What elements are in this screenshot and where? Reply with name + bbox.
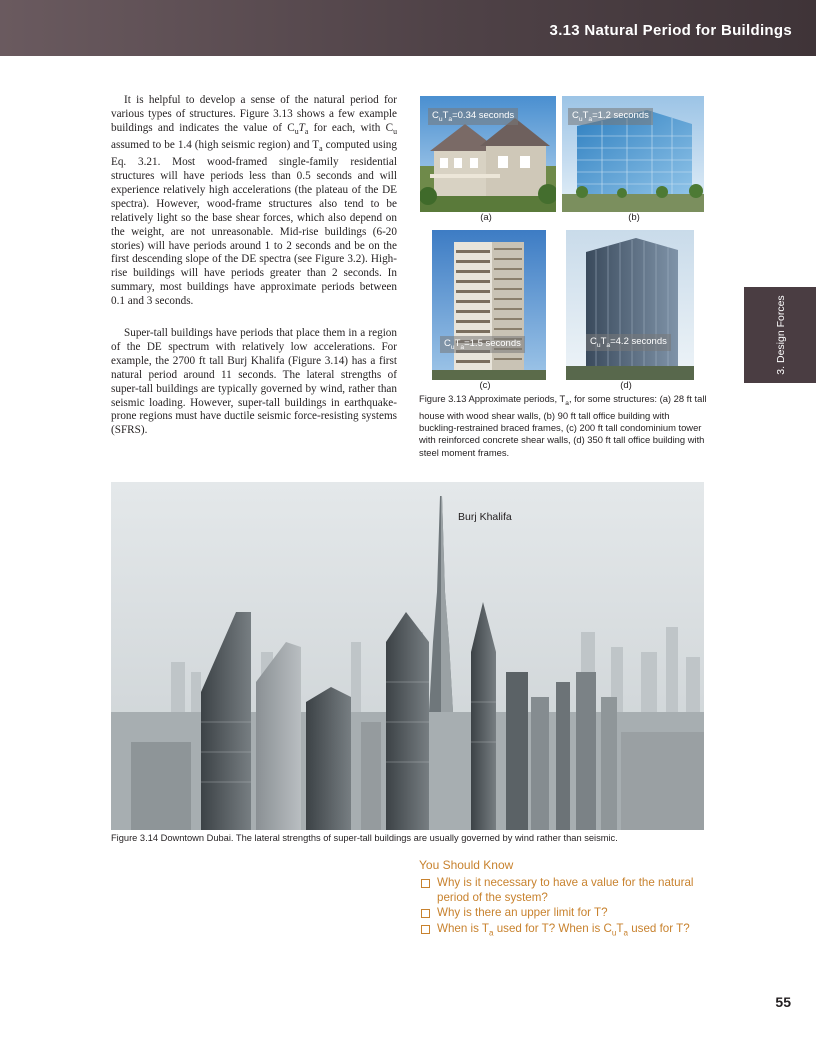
checkbox-icon — [421, 879, 430, 888]
section-title: 3.13 Natural Period for Buildings — [549, 22, 792, 39]
ysk-item-text: When is $T_a$ used for T? When is $C_uT_a$ used for T? — [437, 921, 690, 937]
period-label-a: $C_uT_a=0.34$ seconds — [428, 108, 518, 125]
period-label-c: $C_uT_a=1.5$ seconds — [440, 336, 525, 353]
burj-khalifa-annotation: Burj Khalifa — [458, 511, 512, 523]
subcaption-b: (b) — [628, 212, 640, 223]
subcaption-d: (d) — [620, 380, 632, 391]
chapter-side-tab — [744, 287, 816, 383]
photo-downtown-dubai — [111, 482, 704, 830]
photo-glass-office — [562, 96, 704, 212]
header-bar — [0, 0, 816, 56]
chapter-side-tab-label: 3. Design Forces — [775, 295, 787, 375]
checkbox-icon — [421, 925, 430, 934]
you-should-know-item — [419, 875, 719, 905]
you-should-know-box — [419, 858, 719, 940]
subcaption-a: (a) — [480, 212, 492, 223]
para1-sub: u — [294, 127, 299, 137]
para1-sub: a — [304, 127, 309, 137]
para2-text: Super-tall buildings have periods that place them in a region of the DE spectrum with relatively low accelerations. For example, the 2700 ft tall Burj Khalifa (Figure 3.14) has a first natural period around 11 seconds. The lateral strengths of super-tall buildings are typically governed by wind, rather than seismic loading. However, super-tall buildings in earthquake-prone regions must have ductile seismic force-resisting systems (SFRS). — [111, 327, 397, 437]
period-label-d: $C_uT_a=4.2$ seconds — [586, 334, 671, 351]
ysk-item-text: Why is there an upper limit for T? — [437, 906, 608, 920]
page-number: 55 — [775, 994, 791, 1010]
para1-sub: a — [319, 144, 323, 154]
you-should-know-item — [419, 905, 719, 920]
body-paragraph-1 — [111, 94, 397, 317]
para1-text-a: It is helpful to develop a sense of the natural period for various types of structures. Figure 3.13 shows a few example buildings and indicates the value of C — [111, 94, 397, 134]
photo-steel-tower — [566, 230, 694, 380]
para1-symbol: T — [298, 121, 305, 134]
figure-3-14-caption: Figure 3.14 Downtown Dubai. The lateral strengths of super-tall buildings are usually governed by wind rather than seismic. — [111, 833, 618, 843]
para1-text-b: for each, with C — [308, 121, 394, 134]
para1-text-c: assumed to be 1.4 (high seismic region) and T — [111, 138, 320, 151]
checkbox-icon — [421, 909, 430, 918]
body-paragraph-2 — [111, 327, 397, 446]
subcaption-c: (c) — [479, 380, 491, 391]
photo-house — [420, 96, 556, 212]
ysk-item-text: Why is it necessary to have a value for the natural period of the system? — [437, 876, 694, 905]
figure-3-13-caption: Figure 3.13 Approximate periods, $T_a$, for some structures: (a) 28 ft tall house with wood shear walls, (b) 90 ft tall office building with buckling-restrained braced frames, (c) 200 ft tall condominium tower with reinforced concrete shear walls, (d) 350 ft tall office building with steel moment frames. — [419, 393, 707, 458]
photo-condo-tower — [432, 230, 546, 380]
you-should-know-title: You Should Know — [419, 858, 514, 872]
you-should-know-item — [419, 921, 719, 941]
period-label-b: $C_uT_a=1.2$ seconds — [568, 108, 653, 125]
para1-sub: u — [393, 127, 397, 137]
para1-text-d: computed using Eq. 3.21. Most wood-framed single-family residential structures will have periods less than 0.5 seconds and will experience relatively high accelerations (the plateau of the DE spectra). However, wood-frame structures also tend to be relatively light so the base shear forces, which also depend on the weight, are not unreasonable. Mid-rise buildings (6-20 stories) will have periods around 1 to 2 seconds and be on the first descending slope of the DE spectra (see Figure 3.2). High-rise buildings will have periods greater than 2 seconds. In summary, most buildings have approximate periods between 0.1 and 3 seconds. — [111, 138, 397, 308]
